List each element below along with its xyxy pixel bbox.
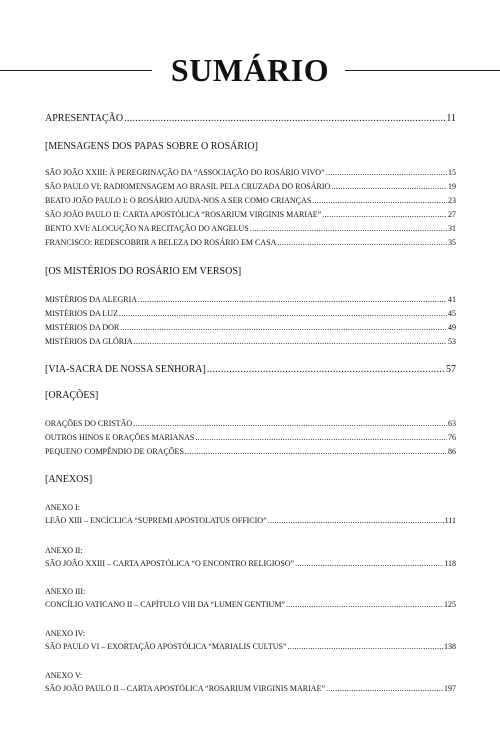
toc-entry-page: 41 bbox=[448, 295, 456, 304]
toc-entry-page: 118 bbox=[444, 559, 456, 568]
dot-leader bbox=[207, 364, 445, 376]
dot-leader bbox=[312, 196, 447, 206]
annex-label: ANEXO III: bbox=[45, 587, 86, 596]
toc-entry-label: MISTÉRIOS DA ALEGRIA bbox=[45, 295, 138, 304]
toc-entry-label: SÃO PAULO VI: RADIOMENSAGEM AO BRASIL PELA CRUZADA DO ROSÁRIO bbox=[45, 182, 331, 191]
toc-entry[interactable] bbox=[45, 684, 456, 694]
toc-entry-label: FRANCISCO: REDESCOBRIR A BELEZA DO ROSÁRIO EM CASA bbox=[45, 238, 277, 247]
toc-entry-page: 23 bbox=[448, 196, 456, 205]
toc-entry[interactable] bbox=[45, 559, 456, 569]
toc-entry-page: 49 bbox=[448, 323, 456, 332]
dot-leader bbox=[134, 337, 447, 347]
toc-entry-apresentacao[interactable] bbox=[45, 113, 456, 125]
dot-leader bbox=[119, 309, 447, 319]
toc-entry[interactable] bbox=[45, 309, 456, 319]
toc-entry-page: 138 bbox=[444, 642, 456, 651]
toc-entry[interactable] bbox=[45, 224, 456, 234]
toc-entry[interactable] bbox=[45, 447, 456, 457]
toc-entry-page: 45 bbox=[448, 309, 456, 318]
toc-entry-label: SÃO JOÃO XXIII: À PEREGRINAÇÃO DA “ASSOCIAÇÃO DO ROSÁRIO VIVO” bbox=[45, 168, 325, 177]
section-heading-anexos: [ANEXOS] bbox=[45, 474, 93, 485]
page-title: SUMÁRIO bbox=[170, 52, 330, 88]
toc-entry[interactable] bbox=[45, 600, 456, 610]
toc-entry-label: SÃO JOÃO PAULO II – CARTA APOSTÓLICA “ROSARIUM VIRGINIS MARIAE” bbox=[45, 684, 326, 693]
toc-entry-page: 15 bbox=[448, 168, 456, 177]
dot-leader bbox=[326, 684, 443, 694]
dot-leader bbox=[120, 323, 447, 333]
dot-leader bbox=[331, 182, 447, 192]
toc-entry-page: 86 bbox=[448, 447, 456, 456]
dot-leader bbox=[286, 600, 443, 610]
toc-entry-page: 27 bbox=[448, 210, 456, 219]
toc-entry-page: 63 bbox=[448, 419, 456, 428]
toc-entry-label: MISTÉRIOS DA GLÓRIA bbox=[45, 337, 133, 346]
dot-leader bbox=[133, 419, 447, 429]
toc-entry-page: 197 bbox=[444, 684, 456, 693]
dot-leader bbox=[124, 113, 445, 125]
toc-entry-page: 19 bbox=[448, 182, 456, 191]
toc-entry-label: ORAÇÕES DO CRISTÃO bbox=[45, 419, 133, 428]
toc-entry-page: 125 bbox=[444, 600, 456, 609]
toc-entry[interactable] bbox=[45, 433, 456, 443]
annex-label: ANEXO II: bbox=[45, 546, 83, 555]
toc-entry-page: 53 bbox=[448, 337, 456, 346]
toc-entry-page: 31 bbox=[448, 224, 456, 233]
toc-entry-page: 11 bbox=[446, 113, 456, 124]
toc-entry-page: 76 bbox=[448, 433, 456, 442]
toc-entry-label: SÃO JOÃO XXIII – CARTA APOSTÓLICA “O ENCONTRO RELIGIOSO” bbox=[45, 559, 295, 568]
toc-entry-label: LEÃO XIII – ENCÍCLICA “SUPREMI APOSTOLATUS OFFICIO” bbox=[45, 516, 267, 525]
toc-entry[interactable] bbox=[45, 295, 456, 305]
section-heading-mensagens: [MENSAGENS DOS PAPAS SOBRE O ROSÁRIO] bbox=[45, 141, 258, 152]
toc-entry-label: SÃO PAULO VI – EXORTAÇÃO APOSTÓLICA “MARIALIS CULTUS” bbox=[45, 642, 287, 651]
toc-entry[interactable] bbox=[45, 168, 456, 178]
toc-entry-page: 111 bbox=[444, 516, 456, 525]
dot-leader bbox=[185, 447, 447, 457]
toc-entry-label: [VIA-SACRA DE NOSSA SENHORA] bbox=[45, 364, 206, 375]
dot-leader bbox=[195, 433, 447, 443]
title-rule-left bbox=[0, 70, 152, 71]
toc-entry-label: BENTO XVI: ALOCUÇÃO NA RECITAÇÃO DO ANGELUS bbox=[45, 224, 249, 233]
dot-leader bbox=[326, 168, 447, 178]
toc-entry-via-sacra[interactable] bbox=[45, 364, 456, 376]
toc-entry[interactable] bbox=[45, 323, 456, 333]
dot-leader bbox=[138, 295, 447, 305]
toc-entry-page: 57 bbox=[446, 364, 456, 375]
dot-leader bbox=[268, 516, 444, 526]
toc-entry-label: OUTROS HINOS E ORAÇÕES MARIANAS bbox=[45, 433, 195, 442]
dot-leader bbox=[277, 238, 447, 248]
toc-entry-label: MISTÉRIOS DA LUZ bbox=[45, 309, 118, 318]
dot-leader bbox=[295, 559, 443, 569]
toc-entry[interactable] bbox=[45, 516, 456, 526]
toc-entry[interactable] bbox=[45, 182, 456, 192]
toc-entry-label: APRESENTAÇÃO bbox=[45, 113, 124, 124]
section-heading-misterios: [OS MISTÉRIOS DO ROSÁRIO EM VERSOS] bbox=[45, 266, 242, 277]
toc-entry-page: 35 bbox=[448, 238, 456, 247]
toc-entry-label: MISTÉRIOS DA DOR bbox=[45, 323, 120, 332]
dot-leader bbox=[322, 210, 447, 220]
toc-entry[interactable] bbox=[45, 419, 456, 429]
title-row bbox=[0, 50, 500, 90]
section-heading-oracoes: [ORAÇÕES] bbox=[45, 390, 99, 401]
toc-entry[interactable] bbox=[45, 337, 456, 347]
dot-leader bbox=[288, 642, 444, 652]
annex-label: ANEXO IV: bbox=[45, 629, 86, 638]
toc-entry[interactable] bbox=[45, 210, 456, 220]
dot-leader bbox=[250, 224, 447, 234]
annex-label: ANEXO V: bbox=[45, 671, 83, 680]
toc-entry[interactable] bbox=[45, 642, 456, 652]
toc-entry-label: CONCÍLIO VATICANO II – CAPÍTULO VIII DA “LUMEN GENTIUM” bbox=[45, 600, 285, 609]
annex-label: ANEXO I: bbox=[45, 503, 80, 512]
toc-entry[interactable] bbox=[45, 196, 456, 206]
toc-entry[interactable] bbox=[45, 238, 456, 248]
toc-entry-label: BEATO JOÃO PAULO I: O ROSÁRIO AJUDA-NOS A SER COMO CRIANÇAS bbox=[45, 196, 312, 205]
toc-entry-label: SÃO JOÃO PAULO II: CARTA APOSTÓLICA “ROSARIUM VIRGINIS MARIAE” bbox=[45, 210, 322, 219]
toc-entry-label: PEQUENO COMPÊNDIO DE ORAÇÕES bbox=[45, 447, 184, 456]
title-rule-right bbox=[345, 70, 500, 71]
